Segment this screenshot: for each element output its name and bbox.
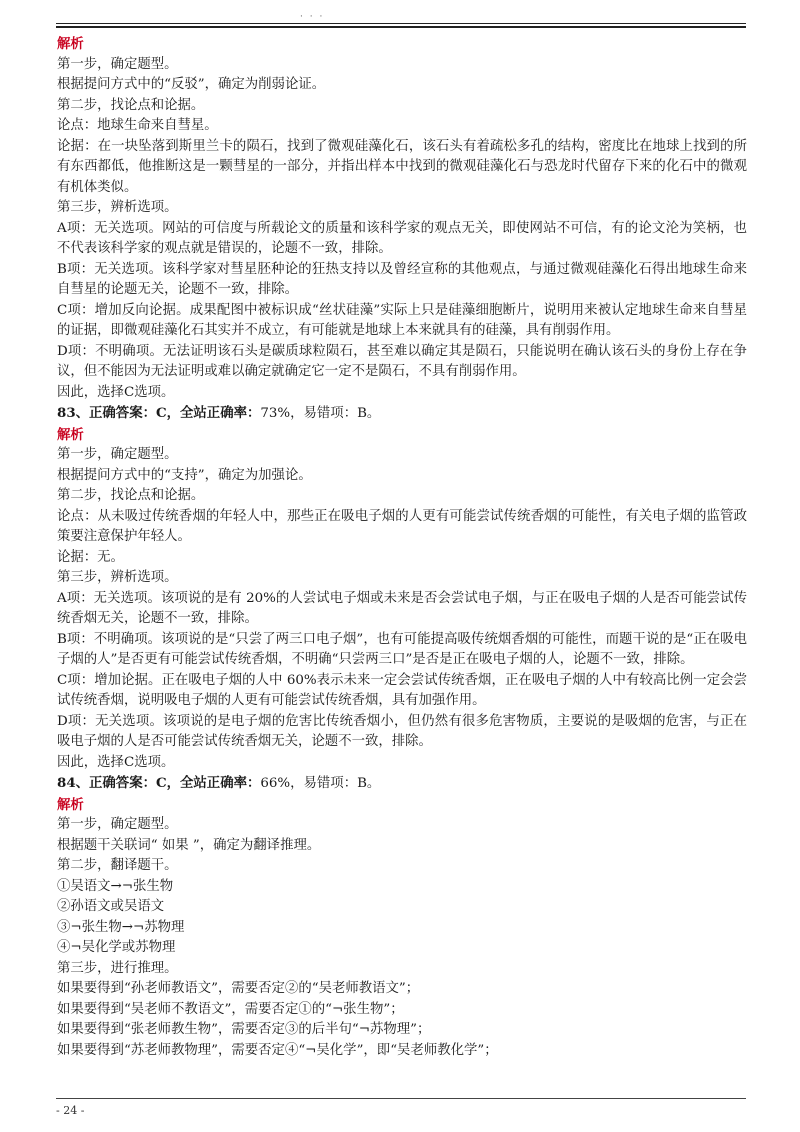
conclusion-line: 因此，选择C选项。 xyxy=(57,754,175,770)
option-d-paragraph: D项：无关选项。该项说的是电子烟的危害比传统香烟小，但仍然有很多危害物质，主要说的是吸烟的危害，与正在吸电子烟的人是否可能尝试传统香烟无关，论题不一致，排除。 xyxy=(57,713,747,749)
text-line: 论据：无。 xyxy=(57,549,124,565)
reasoning-line: 如果要得到“孙老师教语文”，需要否定②的“吴老师教语文”； xyxy=(57,981,420,996)
document-body xyxy=(57,34,747,1061)
text-line: 第二步，翻译题干。 xyxy=(57,858,178,873)
option-c-paragraph: C项：增加论据。正在吸电子烟的人中 60%表示未来一定会尝试传统香烟，正在吸电子烟的人中有较高比例一定会尝试传统香烟，说明吸电子烟的人更有可能尝试传统香烟，具有加强作用。 xyxy=(57,672,747,708)
text-line: 第二步，找论点和论据。 xyxy=(57,488,205,503)
text-line: 第三步，辨析选项。 xyxy=(57,200,178,215)
reasoning-line: 如果要得到“吴老师不教语文”，需要否定①的“¬张生物”； xyxy=(57,1001,404,1017)
reasoning-line: 如果要得到“张老师教生物”，需要否定③的后半句“¬苏物理”； xyxy=(57,1022,431,1037)
header-rule xyxy=(56,23,746,24)
text-line: 第三步，进行推理。 xyxy=(57,960,178,976)
option-b-paragraph: B项：不明确项。该项说的是“只尝了两三口电子烟”，也有可能提高吸传统烟香烟的可能性，而题干说的是“正在吸电子烟的人”是否更有可能尝试传统香烟，不明确“只尝两三口”是否是正在吸电子烟的人，论题不一致，排除。 xyxy=(57,631,747,667)
section-heading: 解析 xyxy=(57,426,84,443)
section-heading: 解析 xyxy=(57,796,84,813)
answer-label: 83、正确答案：C，全站正确率： xyxy=(57,405,261,421)
option-b-paragraph: B项：无关选项。该科学家对彗星胚种论的狂热支持以及曾经宣称的其他观点，与通过微观硅藻化石得出地球生命来自彗星的论题无关，论题不一致，排除。 xyxy=(57,261,747,297)
text-paragraph: 论点：从未吸过传统香烟的年轻人中，那些正在吸电子烟的人更有可能尝试传统香烟的可能性，有关电子烟的监管政策要注意保护年轻人。 xyxy=(57,508,747,544)
answer-stats: 73%，易错项：B。 xyxy=(260,406,381,421)
footer-rule xyxy=(56,1098,746,1099)
option-d-paragraph: D项：不明确项。无法证明该石头是碳质球粒陨石，甚至难以确定其是陨石，只能说明在确认该石头的身份上存在争议，但不能因为无法证明或难以确定就确定它一定不是陨石，不具有削弱作用。 xyxy=(57,343,747,379)
text-line: 第一步，确定题型。 xyxy=(57,817,178,832)
text-line: 第三步，辨析选项。 xyxy=(57,570,178,585)
premise-line: ③¬张生物→¬苏物理 xyxy=(57,919,185,935)
reasoning-line: 如果要得到“苏老师教物理”，需要否定④“¬吴化学”，即“吴老师教化学”； xyxy=(57,1042,498,1058)
answer-label: 84、正确答案：C，全站正确率： xyxy=(57,775,261,791)
answer-line xyxy=(57,403,747,425)
text-line: 根据提问方式中的“反驳”，确定为削弱论证。 xyxy=(57,77,326,92)
answer-stats: 66%，易错项：B。 xyxy=(260,776,381,791)
option-a-paragraph: A项：无关选项。该项说的是有 20%的人尝试电子烟或未来是否会尝试电子烟，与正在吸电子烟的人是否可能尝试传统香烟无关，论题不一致，排除。 xyxy=(57,590,747,626)
header-rule xyxy=(56,26,746,28)
option-c-paragraph: C项：增加反向论据。成果配图中被标识成“丝状硅藻”实际上只是硅藻细胞断片，说明用来被认定地球生命来自彗星的证据，即微观硅藻化石其实并不成立，有可能就是地球上本来就具有的硅藻，具有削弱作用。 xyxy=(57,302,747,338)
text-paragraph: 论据：在一块坠落到斯里兰卡的陨石，找到了微观硅藻化石，该石头有着疏松多孔的结构，密度比在地球上找到的所有东西都低，他推断这是一颗彗星的一部分，并指出样本中找到的微观硅藻化石与恐龙时代留存下来的化石中的微观有机体类似。 xyxy=(57,138,747,195)
text-line: 论点：地球生命来自彗星。 xyxy=(57,118,218,133)
header-mark: · · · xyxy=(300,12,325,22)
text-line: 根据提问方式中的“支持”，确定为加强论。 xyxy=(57,467,312,483)
text-line: 根据题干关联词“ 如果 ”，确定为翻译推理。 xyxy=(57,837,321,853)
answer-line xyxy=(57,773,747,795)
text-line: 第一步，确定题型。 xyxy=(57,447,178,462)
premise-line: ②孙语文或吴语文 xyxy=(57,899,165,914)
conclusion-line: 因此，选择C选项。 xyxy=(57,384,175,400)
page-number: - 24 - xyxy=(56,1104,85,1117)
text-line: 第一步，确定题型。 xyxy=(57,56,178,72)
premise-line: ①吴语文→¬张生物 xyxy=(57,878,174,894)
text-line: 第二步，找论点和论据。 xyxy=(57,97,205,113)
premise-line: ④¬吴化学或苏物理 xyxy=(57,940,176,955)
option-a-paragraph: A项：无关选项。网站的可信度与所载论文的质量和该科学家的观点无关，即使网站不可信，有的论文沦为笑柄，也不代表该科学家的观点就是错误的，论题不一致，排除。 xyxy=(57,220,747,256)
section-heading: 解析 xyxy=(57,36,84,52)
